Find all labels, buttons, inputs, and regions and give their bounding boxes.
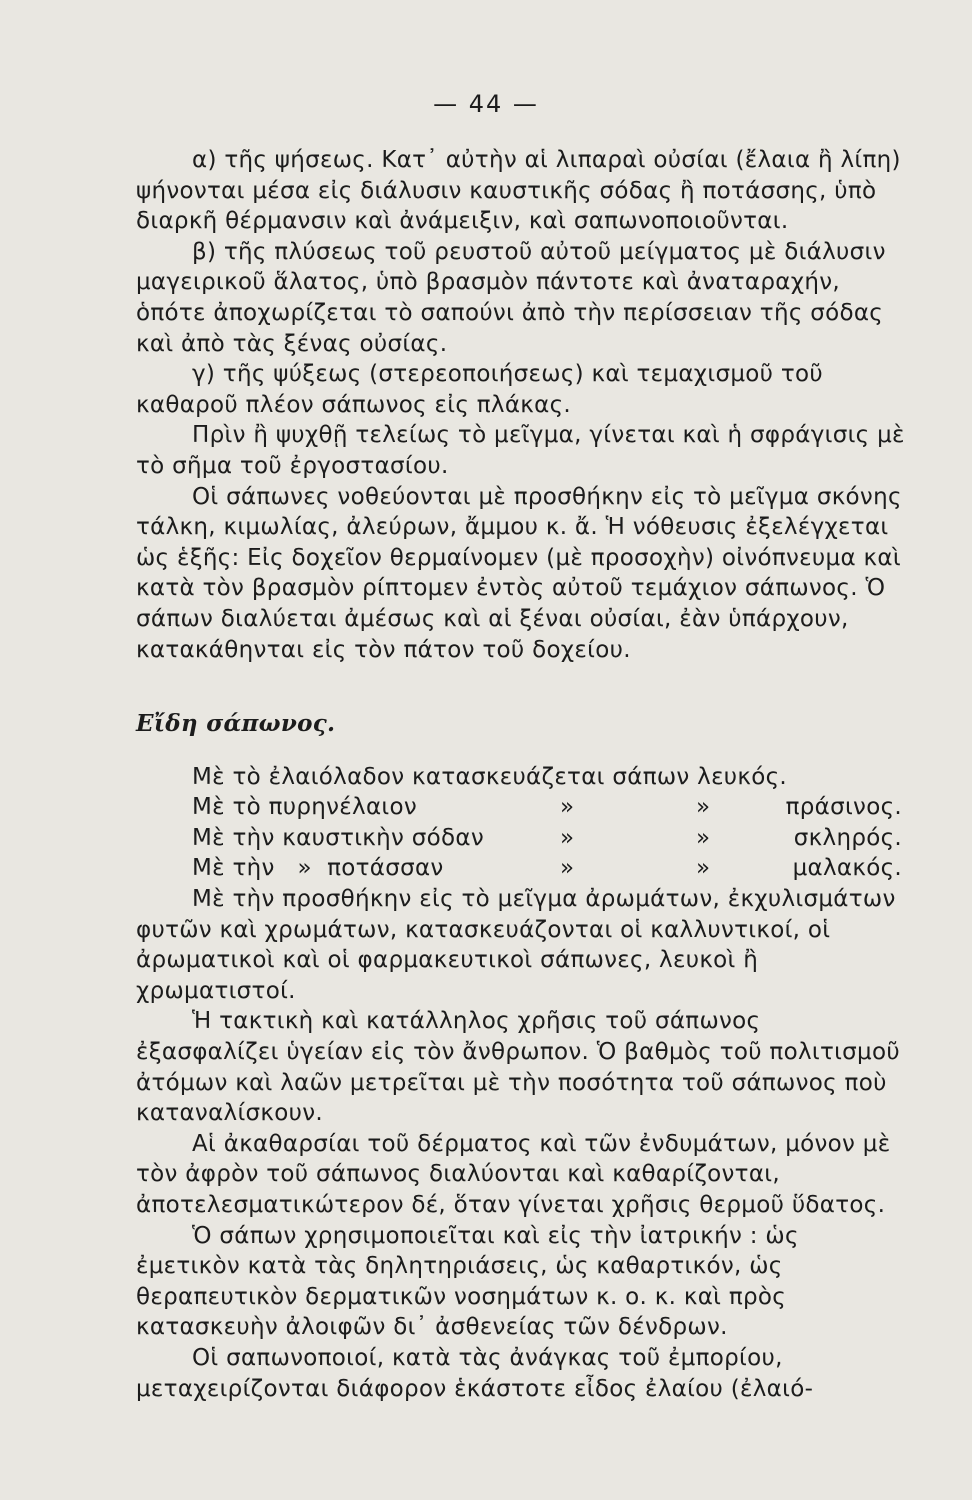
paragraph: Αἱ ἀκαθαρσίαι τοῦ δέρματος καὶ τῶν ἐνδυμάτων, μόνον μὲ τὸν ἀφρὸν τοῦ σάπωνος διαλύονται καὶ καθαρίζονται, ἀποτελεσματικώτερον δέ, ὅταν γίνεται χρῆσις θερμοῦ ὕδατος. [136,1130,891,1218]
kind-base: Μὲ τὸ πυρηνέλαιον [192,794,418,821]
section-heading: Εἴδη σάπωνος. [136,710,336,738]
paragraph: Ἡ τακτικὴ καὶ κατάλληλος χρῆσις τοῦ σάπωνος ἐξασφαλίζει ὑγείαν εἰς τὸν ἄνθρωπον. Ὁ βαθμὸς τοῦ πολιτισμοῦ ἀτόμων καὶ λαῶν μετρεῖται μὲ τὴν ποσότητα τοῦ σάπωνος ποὺ καταναλίσκουν. [136,1008,900,1127]
paragraph: Οἱ σαπωνοποιοί, κατὰ τὰς ἀνάγκας τοῦ ἐμπορίου, μεταχειρίζονται διάφορον ἑκάστοτε εἶδος ἐλαίου (ἐλαιό- [136,1344,814,1402]
list-item [136,792,906,823]
kind-base: Μὲ τὴν » ποτάσσαν [192,855,444,882]
paragraph: Πρὶν ἢ ψυχθῇ τελείως τὸ μεῖγμα, γίνεται καὶ ἡ σφράγισις μὲ τὸ σῆμα τοῦ ἐργοστασίου. [136,422,905,479]
paragraph: Οἱ σάπωνες νοθεύονται μὲ προσθήκην εἰς τὸ μεῖγμα σκόνης τάλκη, κιμωλίας, ἀλεύρων, ἄμμου κ. ἄ. Ἡ νόθευσις ἐξελέγχεται ὡς ἑξῆς: Εἰς δοχεῖον θερμαίνομεν (μὲ προσοχὴν) οἰνόπνευμα καὶ κατὰ τὸν βρασμὸν ρίπτομεν ἐντὸς αὐτοῦ τεμάχιον σάπωνος. Ὁ σάπων διαλύεται ἀμέσως καὶ αἱ ξέναι οὐσίαι, ἐὰν ὑπάρχουν, κατακάθηνται εἰς τὸν πάτον τοῦ δοχείου. [136,483,902,663]
kind-result: πράσινος. [785,794,902,821]
paragraph: Ὁ σάπων χρησιμοποιεῖται καὶ εἰς τὴν ἰατρικήν : ὡς ἐμετικὸν κατὰ τὰς δηλητηριάσεις, ὡς καθαρτικόν, ὡς θεραπευτικὸν δερματικῶν νοσημάτων κ. ο. κ. καὶ πρὸς κατασκευὴν ἀλοιφῶν δι᾿ ἀσθενείας τῶν δένδρων. [136,1222,799,1341]
list-item [136,823,906,854]
ditto-mark: » [560,824,575,851]
paragraph: γ) τῆς ψύξεως (στερεοποιήσεως) καὶ τεμαχισμοῦ τοῦ καθαροῦ πλέον σάπωνος εἰς πλάκας. [136,361,823,418]
ditto-mark: » [560,855,575,882]
kind-base: Μὲ τὸ ἐλαιόλαδον κατασκευάζεται σάπων λευκός. [192,763,788,790]
ditto-mark: » [696,794,711,821]
list-item [136,853,906,884]
paragraph: α) τῆς ψήσεως. Κατ᾿ αὐτὴν αἱ λιπαραὶ οὐσίαι (ἔλαια ἢ λίπη) ψήνονται μέσα εἰς διάλυσιν καυστικῆς σόδας ἢ ποτάσσης, ὑπὸ διαρκῆ θέρμανσιν καὶ ἀνάμειξιν, καὶ σαπωνοποιοῦνται. [136,147,901,235]
paragraph: Μὲ τὴν προσθήκην εἰς τὸ μεῖγμα ἀρωμάτων, ἐκχυλισμάτων φυτῶν καὶ χρωμάτων, κατασκευάζονται οἱ καλλυντικοί, οἱ ἀρωματικοὶ καὶ οἱ φαρμακευτικοὶ σάπωνες, λευκοὶ ἢ χρωματιστοί. [136,886,896,1004]
list-item [136,762,906,793]
page-number: — 44 — [433,90,539,118]
kind-base: Μὲ τὴν καυστικὴν σόδαν [192,824,485,851]
soap-kinds-list [136,762,906,884]
ditto-mark: » [696,855,711,882]
kind-result: μαλακός. [792,855,902,882]
body-text [136,145,906,1404]
kind-result: σκληρός. [793,824,902,851]
ditto-mark: » [696,824,711,851]
paragraph: β) τῆς πλύσεως τοῦ ρευστοῦ αὐτοῦ μείγματος μὲ διάλυσιν μαγειρικοῦ ἅλατος, ὑπὸ βρασμὸν πάντοτε καὶ ἀναταραχήν, ὁπότε ἀποχωρίζεται τὸ σαπούνι ἀπὸ τὴν περίσσειαν τῆς σόδας καὶ ἀπὸ τὰς ξένας οὐσίας. [136,238,886,357]
ditto-mark: » [560,794,575,821]
